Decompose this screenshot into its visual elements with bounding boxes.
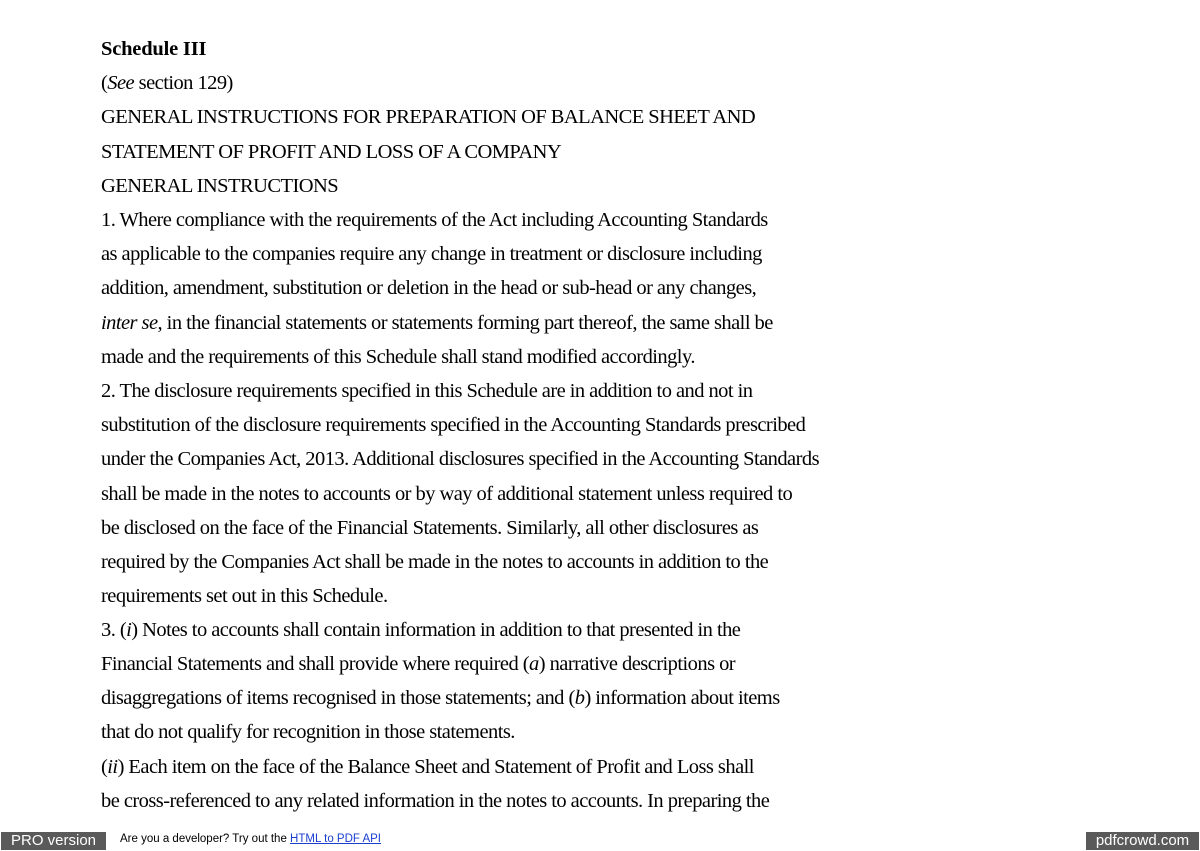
paragraph-3-line: 3. (i) Notes to accounts shall contain information in addition to that presented in the [101, 619, 741, 641]
pro-version-badge[interactable]: PRO version [0, 831, 107, 851]
paragraph-3-line: be cross-referenced to any related information in the notes to accounts. In preparing the [101, 790, 770, 812]
paragraph-3-line: Financial Statements and shall provide where required (a) narrative descriptions or [101, 653, 736, 675]
schedule-title: Schedule III [101, 38, 207, 60]
paragraph-3-line: (ii) Each item on the face of the Balance Sheet and Statement of Profit and Loss shall [101, 756, 754, 778]
paragraph-1-line: 1. Where compliance with the requirements of the Act including Accounting Standards [101, 209, 768, 231]
subheading: GENERAL INSTRUCTIONS [101, 175, 339, 197]
heading-line-2: STATEMENT OF PROFIT AND LOSS OF A COMPANY [101, 141, 562, 163]
heading-line-1: GENERAL INSTRUCTIONS FOR PREPARATION OF BALANCE SHEET AND [101, 106, 756, 128]
pdfcrowd-brand[interactable]: pdfcrowd.com [1085, 831, 1200, 851]
paragraph-2-line: required by the Companies Act shall be made in the notes to accounts in addition to the [101, 551, 769, 573]
paragraph-2-line: be disclosed on the face of the Financial Statements. Similarly, all other disclosures as [101, 517, 759, 539]
section-reference: (See section 129) [101, 72, 233, 94]
paragraph-2-line: shall be made in the notes to accounts or by way of additional statement unless required to [101, 483, 793, 505]
see-italic: See [107, 72, 135, 94]
paragraph-2-line: under the Companies Act, 2013. Additional disclosures specified in the Accounting Standards [101, 448, 820, 470]
paragraph-2-line: requirements set out in this Schedule. [101, 585, 388, 607]
paragraph-1-line: addition, amendment, substitution or deletion in the head or sub-head or any changes, [101, 277, 757, 299]
paragraph-3-line: disaggregations of items recognised in those statements; and (b) information about items [101, 687, 780, 709]
html-to-pdf-api-link[interactable]: HTML to PDF API [290, 833, 382, 845]
paragraph-3-line: that do not qualify for recognition in those statements. [101, 721, 515, 743]
developer-promo: Are you a developer? Try out the HTML to PDF API [120, 833, 382, 845]
paragraph-2-line: substitution of the disclosure requirements specified in the Accounting Standards prescribed [101, 414, 806, 436]
paragraph-1-line: made and the requirements of this Schedule shall stand modified accordingly. [101, 346, 695, 368]
paragraph-2-line: 2. The disclosure requirements specified in this Schedule are in addition to and not in [101, 380, 753, 402]
pdfcrowd-footer [0, 829, 1200, 851]
paragraph-1-line: as applicable to the companies require any change in treatment or disclosure including [101, 243, 762, 265]
inter-se-italic: inter se [101, 312, 158, 334]
paragraph-1-line: inter se, in the financial statements or statements forming part thereof, the same shall be [101, 312, 773, 334]
